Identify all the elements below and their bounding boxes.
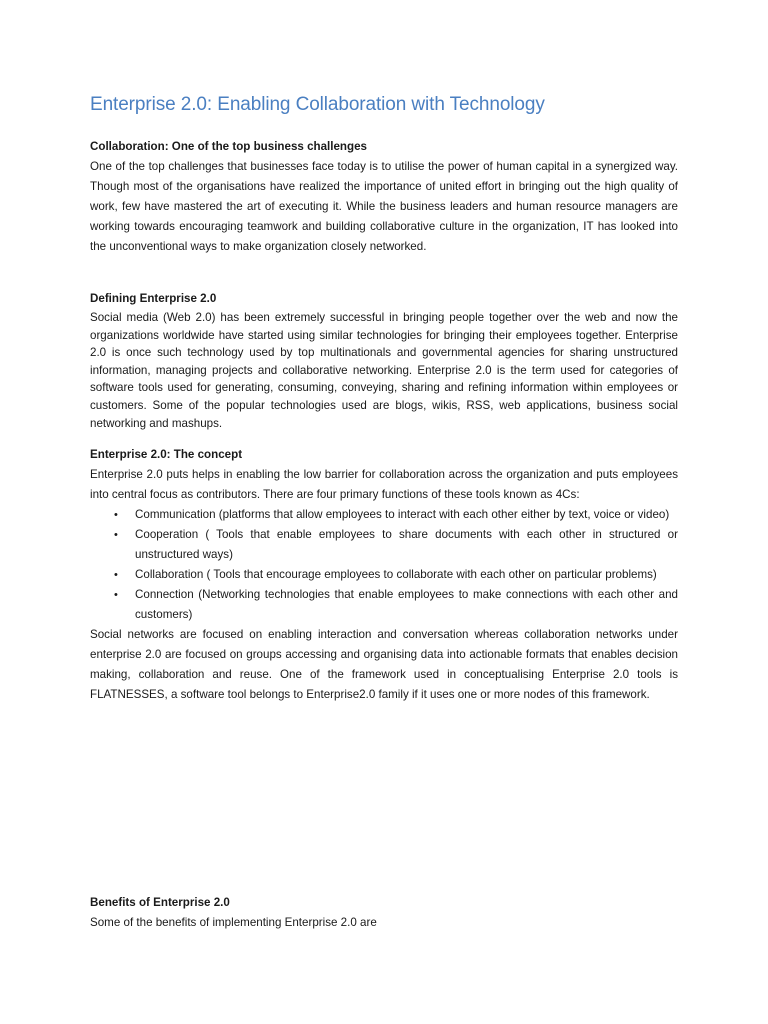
bullet-icon: • [114,509,118,521]
bullet-icon: • [114,589,118,601]
section-closing: Social networks are focused on enabling interaction and conversation whereas collaboration networks under enterprise 2.0 are focused on groups accessing and organising data into actionable formats that enables decision making, collaboration and reuse. One of the framework used in conceptualising Enterprise 2.0 tools is FLATNESSES, a software tool belongs to Enterprise2.0 family if it uses one or more nodes of this framework. [90,628,678,701]
section-collaboration [90,137,678,257]
list-item [90,525,678,565]
list-item [90,505,678,525]
list-item-text: Communication (platforms that allow employees to interact with each other either by text, voice or video) [135,508,670,521]
section-heading: Collaboration: One of the top business challenges [90,140,367,153]
section-defining [90,289,678,432]
section-body: Enterprise 2.0 puts helps in enabling the low barrier for collaboration across the organization and puts employees into central focus as contributors. There are four primary functions of these tools known as 4Cs: [90,468,678,501]
section-benefits [90,893,678,933]
bullet-icon: • [114,529,118,541]
list-item [90,585,678,625]
document-title: Enterprise 2.0: Enabling Collaboration with Technology [90,94,545,115]
list-item-text: Collaboration ( Tools that encourage employees to collaborate with each other on particular problems) [135,568,657,581]
list-item-text: Connection (Networking technologies that enable employees to make connections with each other and customers) [135,588,678,621]
section-heading: Benefits of Enterprise 2.0 [90,896,230,909]
section-heading: Defining Enterprise 2.0 [90,292,217,305]
list-item [90,565,678,585]
bullet-list [90,505,678,625]
section-concept [90,445,678,705]
list-item-text: Cooperation ( Tools that enable employees to share documents with each other in structured or unstructured ways) [135,528,678,561]
section-body: Some of the benefits of implementing Enterprise 2.0 are [90,916,377,929]
bullet-icon: • [114,569,118,581]
section-body: One of the top challenges that businesses face today is to utilise the power of human capital in a synergized way. Though most of the organisations have realized the importance of united effort in bringing out the high quality of work, few have mastered the art of executing it. While the business leaders and human resource managers are working towards encouraging teamwork and building collaborative culture in the organization, IT has looked into the unconventional ways to make organization closely networked. [90,160,678,253]
section-body: Social media (Web 2.0) has been extremely successful in bringing people together over the web and now the organizations worldwide have started using similar technologies for bringing their employees together. Enterprise 2.0 is once such technology used by top multinationals and governmental agencies for sharing unstructured information, managing projects and collaborative networking. Enterprise 2.0 is the term used for categories of software tools used for generating, consuming, conveying, sharing and refining information within employees or customers. Some of the popular technologies used are blogs, wikis, RSS, web applications, business social networking and mashups. [90,311,678,430]
section-heading: Enterprise 2.0: The concept [90,448,243,461]
